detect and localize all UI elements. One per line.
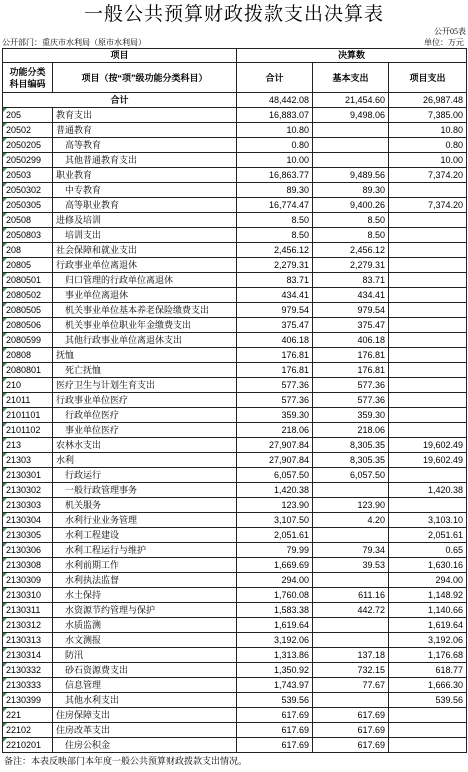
row-code: 2130305 <box>3 528 53 543</box>
row-project-expense <box>389 468 467 483</box>
row-name: 水资源节约管理与保护 <box>53 603 237 618</box>
row-name: 信息管理 <box>53 678 237 693</box>
row-name: 事业单位医疗 <box>53 423 237 438</box>
row-total: 2,456.12 <box>237 243 313 258</box>
report-meta <box>2 37 464 48</box>
table-row <box>3 468 467 483</box>
row-total: 123.90 <box>237 498 313 513</box>
row-name: 住房公积金 <box>53 738 237 753</box>
row-basic-expense: 123.90 <box>313 498 389 513</box>
row-project-expense <box>389 333 467 348</box>
table-row <box>3 648 467 663</box>
row-project-expense: 0.80 <box>389 138 467 153</box>
row-total: 979.54 <box>237 303 313 318</box>
row-basic-expense <box>313 138 389 153</box>
row-project-expense <box>389 348 467 363</box>
row-project-expense <box>389 708 467 723</box>
header-code <box>3 63 53 93</box>
row-code: 2050205 <box>3 138 53 153</box>
row-project-expense <box>389 393 467 408</box>
row-project-expense <box>389 318 467 333</box>
row-code: 21303 <box>3 453 53 468</box>
row-project-expense: 19,602.49 <box>389 438 467 453</box>
row-total: 16,883.07 <box>237 108 313 123</box>
row-project-expense: 7,374.20 <box>389 168 467 183</box>
row-project-expense <box>389 183 467 198</box>
row-basic-expense: 39.53 <box>313 558 389 573</box>
row-name: 水利工程运行与维护 <box>53 543 237 558</box>
row-name: 培训支出 <box>53 228 237 243</box>
row-total: 1,313.86 <box>237 648 313 663</box>
row-project-expense: 10.00 <box>389 153 467 168</box>
row-project-expense <box>389 423 467 438</box>
row-project-expense: 10.80 <box>389 123 467 138</box>
row-code: 2080801 <box>3 363 53 378</box>
row-code: 20508 <box>3 213 53 228</box>
row-project-expense <box>389 498 467 513</box>
row-code: 2130302 <box>3 483 53 498</box>
table-row <box>3 573 467 588</box>
row-code: 2130304 <box>3 513 53 528</box>
row-code: 205 <box>3 108 53 123</box>
row-code: 213 <box>3 438 53 453</box>
row-project-expense <box>389 273 467 288</box>
row-total: 10.00 <box>237 153 313 168</box>
row-name: 教育支出 <box>53 108 237 123</box>
table-row <box>3 423 467 438</box>
header-basic-expense: 基本支出 <box>313 63 389 93</box>
row-project-expense: 1,148.92 <box>389 588 467 603</box>
row-project-expense <box>389 378 467 393</box>
table-row <box>3 198 467 213</box>
row-project-expense <box>389 243 467 258</box>
row-total: 1,350.92 <box>237 663 313 678</box>
row-basic-expense: 732.15 <box>313 663 389 678</box>
row-code: 2130301 <box>3 468 53 483</box>
table-row <box>3 528 467 543</box>
row-basic-expense: 375.47 <box>313 318 389 333</box>
row-code: 2101101 <box>3 408 53 423</box>
table-row <box>3 378 467 393</box>
row-code: 2210201 <box>3 738 53 753</box>
table-row <box>3 303 467 318</box>
row-project-expense: 3,192.06 <box>389 633 467 648</box>
row-basic-expense: 9,400.26 <box>313 198 389 213</box>
row-code: 2130311 <box>3 603 53 618</box>
row-total: 3,192.06 <box>237 633 313 648</box>
row-name: 水文测报 <box>53 633 237 648</box>
row-project-expense: 7,385.00 <box>389 108 467 123</box>
table-row <box>3 168 467 183</box>
table-row <box>3 258 467 273</box>
row-basic-expense: 9,489.56 <box>313 168 389 183</box>
row-name: 高等职业教育 <box>53 198 237 213</box>
row-total: 1,669.69 <box>237 558 313 573</box>
row-basic-expense: 176.81 <box>313 363 389 378</box>
row-code: 2130306 <box>3 543 53 558</box>
row-project-expense: 1,176.68 <box>389 648 467 663</box>
table-row <box>3 678 467 693</box>
row-code: 2130313 <box>3 633 53 648</box>
row-name: 机关事业单位基本养老保险缴费支出 <box>53 303 237 318</box>
row-total: 1,619.64 <box>237 618 313 633</box>
row-code: 2101102 <box>3 423 53 438</box>
row-basic-expense <box>313 153 389 168</box>
total-row <box>3 93 467 108</box>
row-code: 2130333 <box>3 678 53 693</box>
row-name: 其他行政事业单位离退休支出 <box>53 333 237 348</box>
row-project-expense: 19,602.49 <box>389 453 467 468</box>
table-row <box>3 453 467 468</box>
row-code: 2130309 <box>3 573 53 588</box>
row-basic-expense: 434.41 <box>313 288 389 303</box>
table-row <box>3 288 467 303</box>
row-code: 2080501 <box>3 273 53 288</box>
row-basic-expense: 577.36 <box>313 393 389 408</box>
row-project-expense <box>389 723 467 738</box>
row-code: 221 <box>3 708 53 723</box>
row-project-expense: 0.65 <box>389 543 467 558</box>
row-basic-expense: 979.54 <box>313 303 389 318</box>
unit-label: 单位：万元 <box>424 38 464 47</box>
row-basic-expense: 8,305.35 <box>313 438 389 453</box>
row-basic-expense: 2,279.31 <box>313 258 389 273</box>
row-project-expense: 1,666.30 <box>389 678 467 693</box>
row-basic-expense <box>313 618 389 633</box>
table-row <box>3 348 467 363</box>
row-name: 普通教育 <box>53 123 237 138</box>
row-basic-expense: 617.69 <box>313 708 389 723</box>
row-basic-expense: 617.69 <box>313 738 389 753</box>
row-name: 水质监测 <box>53 618 237 633</box>
row-total: 176.81 <box>237 348 313 363</box>
row-project-expense <box>389 363 467 378</box>
row-name: 机关事业单位职业年金缴费支出 <box>53 318 237 333</box>
row-basic-expense <box>313 528 389 543</box>
row-name: 归口管理的行政单位离退休 <box>53 273 237 288</box>
row-code: 2050299 <box>3 153 53 168</box>
row-project-expense <box>389 213 467 228</box>
row-name: 职业教育 <box>53 168 237 183</box>
table-row <box>3 633 467 648</box>
row-total: 83.71 <box>237 273 313 288</box>
row-total: 89.30 <box>237 183 313 198</box>
table-row <box>3 108 467 123</box>
row-basic-expense <box>313 573 389 588</box>
row-name: 社会保障和就业支出 <box>53 243 237 258</box>
row-name: 水利工程建设 <box>53 528 237 543</box>
total-project-expense: 26,987.48 <box>389 93 467 108</box>
row-total: 434.41 <box>237 288 313 303</box>
row-total: 617.69 <box>237 708 313 723</box>
table-row <box>3 663 467 678</box>
row-total: 27,907.84 <box>237 438 313 453</box>
table-row <box>3 438 467 453</box>
row-code: 2080502 <box>3 288 53 303</box>
footnote: 备注：本表反映部门本年度一般公共预算财政拨款支出情况。 <box>4 756 248 766</box>
table-row <box>3 588 467 603</box>
row-basic-expense: 9,498.06 <box>313 108 389 123</box>
row-project-expense: 1,420.38 <box>389 483 467 498</box>
row-code: 21011 <box>3 393 53 408</box>
row-name: 防汛 <box>53 648 237 663</box>
table-row <box>3 483 467 498</box>
table-row <box>3 273 467 288</box>
row-name: 事业单位离退休 <box>53 288 237 303</box>
row-code: 210 <box>3 378 53 393</box>
row-project-expense <box>389 738 467 753</box>
row-basic-expense: 137.18 <box>313 648 389 663</box>
row-total: 0.80 <box>237 138 313 153</box>
row-basic-expense <box>313 483 389 498</box>
row-basic-expense: 8.50 <box>313 228 389 243</box>
table-row <box>3 558 467 573</box>
row-basic-expense: 77.67 <box>313 678 389 693</box>
table-row <box>3 183 467 198</box>
table-row <box>3 513 467 528</box>
row-basic-expense: 2,456.12 <box>313 243 389 258</box>
row-code: 2130312 <box>3 618 53 633</box>
row-total: 617.69 <box>237 738 313 753</box>
row-basic-expense: 406.18 <box>313 333 389 348</box>
row-basic-expense: 617.69 <box>313 723 389 738</box>
table-row <box>3 393 467 408</box>
row-project-expense: 1,619.64 <box>389 618 467 633</box>
row-total: 2,279.31 <box>237 258 313 273</box>
table-row <box>3 723 467 738</box>
table-row <box>3 243 467 258</box>
row-total: 16,863.77 <box>237 168 313 183</box>
row-basic-expense: 79.34 <box>313 543 389 558</box>
row-total: 617.69 <box>237 723 313 738</box>
department-label: 公开部门：重庆市水利局（原市水利局） <box>2 38 146 47</box>
row-name: 水利行业业务管理 <box>53 513 237 528</box>
row-basic-expense <box>313 633 389 648</box>
row-project-expense <box>389 288 467 303</box>
row-name: 农林水支出 <box>53 438 237 453</box>
row-basic-expense: 218.06 <box>313 423 389 438</box>
row-code: 2130399 <box>3 693 53 708</box>
row-basic-expense: 89.30 <box>313 183 389 198</box>
row-total: 1,743.97 <box>237 678 313 693</box>
table-row <box>3 708 467 723</box>
row-project-expense: 3,103.10 <box>389 513 467 528</box>
row-basic-expense <box>313 123 389 138</box>
row-name: 其他水利支出 <box>53 693 237 708</box>
header-project-expense: 项目支出 <box>389 63 467 93</box>
row-basic-expense: 8,305.35 <box>313 453 389 468</box>
row-total: 8.50 <box>237 213 313 228</box>
row-code: 2080599 <box>3 333 53 348</box>
row-name: 行政事业单位离退休 <box>53 258 237 273</box>
row-total: 16,774.47 <box>237 198 313 213</box>
header-row-group <box>3 49 467 63</box>
table-row <box>3 408 467 423</box>
row-name: 水土保持 <box>53 588 237 603</box>
row-project-expense: 2,051.61 <box>389 528 467 543</box>
row-name: 行政单位医疗 <box>53 408 237 423</box>
row-total: 8.50 <box>237 228 313 243</box>
row-code: 2130332 <box>3 663 53 678</box>
row-basic-expense: 359.30 <box>313 408 389 423</box>
row-basic-expense: 83.71 <box>313 273 389 288</box>
row-name: 水利执法监督 <box>53 573 237 588</box>
row-total: 6,057.50 <box>237 468 313 483</box>
row-basic-expense: 8.50 <box>313 213 389 228</box>
row-name: 一般行政管理事务 <box>53 483 237 498</box>
row-total: 27,907.84 <box>237 453 313 468</box>
row-project-expense <box>389 303 467 318</box>
row-code: 2050803 <box>3 228 53 243</box>
row-project-expense: 1,630.16 <box>389 558 467 573</box>
table-row <box>3 618 467 633</box>
header-item: 项目 <box>3 49 237 63</box>
row-project-expense: 539.56 <box>389 693 467 708</box>
row-name: 水利前期工作 <box>53 558 237 573</box>
row-name: 行政事业单位医疗 <box>53 393 237 408</box>
header-final-amount: 决算数 <box>237 49 467 63</box>
table-row <box>3 153 467 168</box>
header-code-label: 功能分类科目编码 <box>9 66 46 89</box>
row-total: 577.36 <box>237 378 313 393</box>
table-row <box>3 738 467 753</box>
row-total: 406.18 <box>237 333 313 348</box>
row-code: 2130303 <box>3 498 53 513</box>
table-row <box>3 363 467 378</box>
row-total: 294.00 <box>237 573 313 588</box>
row-code: 22102 <box>3 723 53 738</box>
row-total: 577.36 <box>237 393 313 408</box>
table-row <box>3 228 467 243</box>
row-name: 中专教育 <box>53 183 237 198</box>
header-total: 合计 <box>237 63 313 93</box>
row-total: 2,051.61 <box>237 528 313 543</box>
row-code: 208 <box>3 243 53 258</box>
row-name: 其他普通教育支出 <box>53 153 237 168</box>
row-name: 住房改革支出 <box>53 723 237 738</box>
row-total: 3,107.50 <box>237 513 313 528</box>
row-project-expense: 7,374.20 <box>389 198 467 213</box>
row-basic-expense <box>313 693 389 708</box>
table-row <box>3 318 467 333</box>
row-code: 20805 <box>3 258 53 273</box>
row-name: 医疗卫生与计划生育支出 <box>53 378 237 393</box>
row-project-expense: 294.00 <box>389 573 467 588</box>
row-total: 1,583.38 <box>237 603 313 618</box>
row-total: 10.80 <box>237 123 313 138</box>
row-code: 2050302 <box>3 183 53 198</box>
row-name: 高等教育 <box>53 138 237 153</box>
row-code: 20503 <box>3 168 53 183</box>
total-amount: 48,442.08 <box>237 93 313 108</box>
row-name: 住房保障支出 <box>53 708 237 723</box>
row-code: 2130308 <box>3 558 53 573</box>
row-total: 218.06 <box>237 423 313 438</box>
table-row <box>3 213 467 228</box>
header-name: 项目（按“项”级功能分类科目） <box>53 63 237 93</box>
row-code: 2130314 <box>3 648 53 663</box>
row-name: 砂石资源费支出 <box>53 663 237 678</box>
row-code: 2130310 <box>3 588 53 603</box>
row-code: 2080505 <box>3 303 53 318</box>
table-row <box>3 543 467 558</box>
row-code: 2080506 <box>3 318 53 333</box>
row-basic-expense: 442.72 <box>313 603 389 618</box>
table-row <box>3 333 467 348</box>
row-code: 20808 <box>3 348 53 363</box>
row-basic-expense: 176.81 <box>313 348 389 363</box>
row-basic-expense: 6,057.50 <box>313 468 389 483</box>
report-title: 一般公共预算财政拨款支出决算表 <box>83 3 384 25</box>
table-body <box>3 108 467 753</box>
row-name: 死亡抚恤 <box>53 363 237 378</box>
row-project-expense: 1,140.66 <box>389 603 467 618</box>
row-total: 1,760.08 <box>237 588 313 603</box>
table-row <box>3 603 467 618</box>
row-project-expense: 618.77 <box>389 663 467 678</box>
row-basic-expense: 4.20 <box>313 513 389 528</box>
row-project-expense <box>389 228 467 243</box>
row-total: 1,420.38 <box>237 483 313 498</box>
row-project-expense <box>389 258 467 273</box>
expenditure-table <box>2 48 467 753</box>
row-total: 375.47 <box>237 318 313 333</box>
row-name: 抚恤 <box>53 348 237 363</box>
row-total: 176.81 <box>237 363 313 378</box>
table-row <box>3 138 467 153</box>
row-total: 359.30 <box>237 408 313 423</box>
row-project-expense <box>389 408 467 423</box>
row-total: 79.99 <box>237 543 313 558</box>
total-label: 合计 <box>3 93 237 108</box>
table-row <box>3 498 467 513</box>
table-row <box>3 693 467 708</box>
table-row <box>3 123 467 138</box>
form-number: 公开05表 <box>434 27 466 36</box>
row-code: 2050305 <box>3 198 53 213</box>
row-name: 进修及培训 <box>53 213 237 228</box>
row-basic-expense: 611.16 <box>313 588 389 603</box>
header-row-columns <box>3 63 467 93</box>
row-name: 水利 <box>53 453 237 468</box>
row-basic-expense: 577.36 <box>313 378 389 393</box>
row-total: 539.56 <box>237 693 313 708</box>
row-name: 行政运行 <box>53 468 237 483</box>
total-basic-expense: 21,454.60 <box>313 93 389 108</box>
row-name: 机关服务 <box>53 498 237 513</box>
row-code: 20502 <box>3 123 53 138</box>
